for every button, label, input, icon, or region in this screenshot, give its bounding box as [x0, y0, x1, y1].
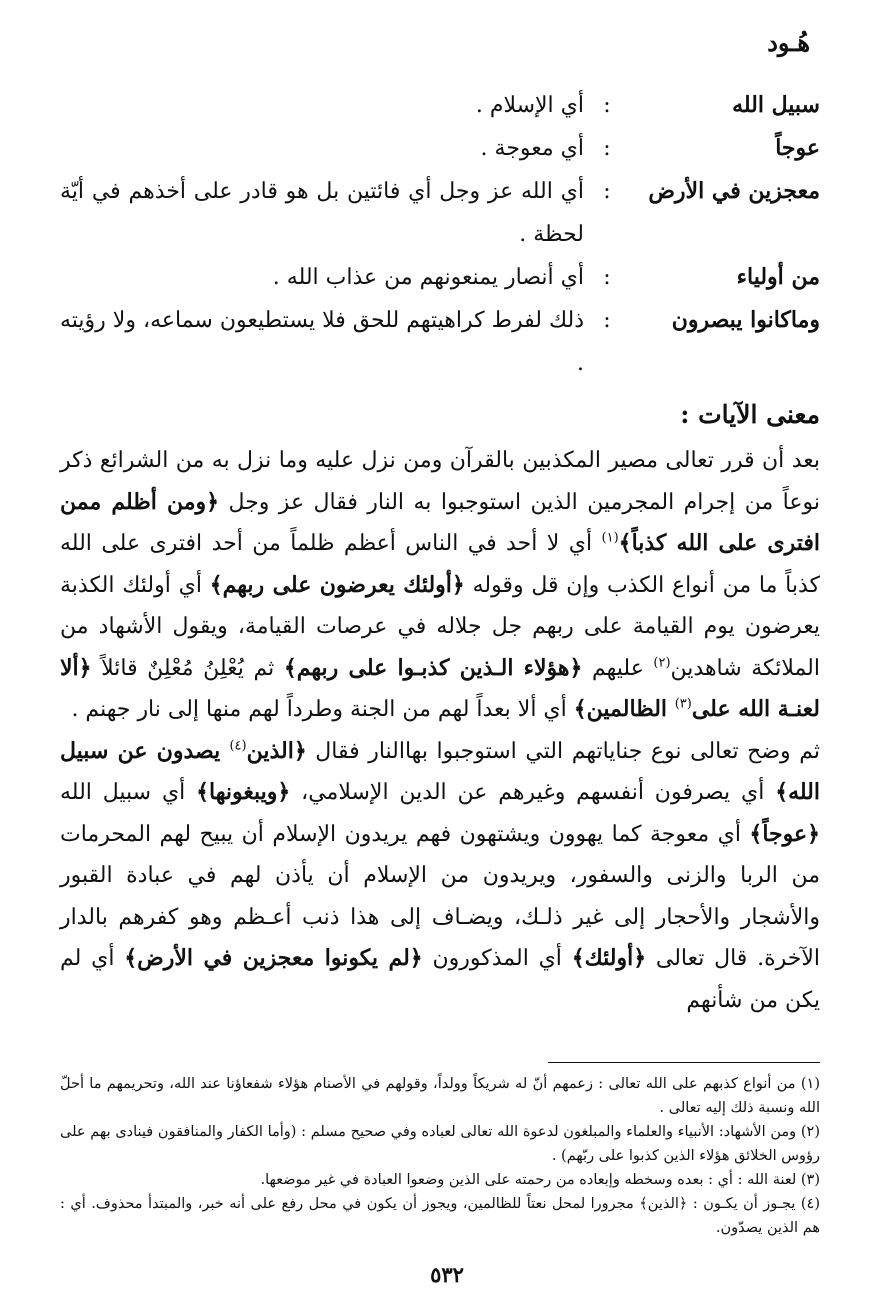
glossary-colon: : — [603, 136, 611, 161]
body-text-run: ثم وضح تعالى نوع جناياتهم التي استوجبوا بهاالنار فقال — [306, 738, 820, 764]
running-header: هُـود — [767, 28, 810, 57]
quran-quote: الظالمين﴾ — [573, 696, 675, 722]
page-number: ٥٣٢ — [430, 1262, 464, 1287]
glossary-row — [60, 127, 820, 170]
footnote: (٢) ومن الأشهاد: الأنبياء والعلماء والمبلغون لدعوة الله تعالى لعباده وفي صحيح مسلم : (وأما الكفار والمنافقون فينادى بهم على رؤوس الخلائق هؤلاء الذين كذبوا على ربّهم) . — [60, 1124, 820, 1164]
body-text-run: أي يصرفون أنفسهم وغيرهم عن الدين الإسلامي، — [290, 780, 776, 805]
glossary-definition: أي الإسلام . — [475, 93, 584, 118]
footnote-marker: (٤) — [229, 738, 247, 754]
glossary-definition: ذلك لفرط كراهيتهم للحق فلا يستطيعون سماعه، ولا رؤيته . — [60, 308, 584, 376]
quran-quote: ﴿أولئك يعرضون على ربهم﴾ — [209, 571, 465, 598]
quran-quote: ﴿هؤلاء الـذين كذبـوا على ربهم﴾ — [283, 654, 583, 681]
quran-quote: ﴿ألا لعنـة الله على — [60, 654, 820, 722]
body-text-run: أي معوجة كما يهوون ويشتهون فهم يريدون الإسلام أن يبيح لهم المحرمات من الربا والزنى والسفور، ويريدون من الإسلام أن يأذن لهم في عبادة القبور والأشجار والأحجار إلى غير ذلـك، ويضـاف إلى هذا ذنب أعـظم وهو كفرهم بالدار الآخرة. قال تعالى — [60, 821, 821, 971]
commentary-text — [60, 440, 820, 1021]
quran-quote: ﴿لم يكونوا معجزين في الأرض﴾ — [124, 945, 423, 971]
paragraph-1 — [60, 440, 820, 731]
glossary — [60, 84, 820, 385]
glossary-colon: : — [603, 179, 611, 204]
footnote: (٤) يجـوز أن يكـون : ﴿الذين﴾ مجرورا لمحل نعتاً للظالمين، ويجوز أن يكون في محل رفع على أنه خبر، والمبتدأ محذوف. أي : هم الذين يصدّون. — [60, 1196, 820, 1236]
glossary-term: من أولياء — [736, 264, 820, 290]
body-text-run: أي سبيل الله — [60, 780, 197, 805]
footnote-marker: (١) — [601, 530, 619, 546]
glossary-term: معجزين في الأرض — [648, 178, 820, 204]
body-text-run: أي لا أحد في الناس أعظم ظلماً من أحد افترى على الله كذباً ما من أنواع الكذب وإن قل وقوله — [60, 531, 820, 598]
section-title: معنى الآيات : — [680, 400, 820, 429]
body-text-run: أي أولئك الكذبة يعرضون يوم القيامة على ربهم جل جلاله في عرصات القيامة، ويقول الأشهاد من الملائكة شاهدين — [60, 572, 820, 681]
glossary-definition: أي الله عز وجل أي فائتين بل هو قادر على أخذهم في أيّة لحظة . — [60, 179, 584, 247]
glossary-row — [60, 256, 820, 299]
footnote-divider — [548, 1062, 820, 1063]
body-text-run: عليهم — [582, 655, 654, 681]
footnote-marker: (٢) — [653, 655, 671, 671]
quran-quote: ﴿ومن أظلم ممن افترى على الله كذباً﴾ — [60, 488, 821, 556]
glossary-colon: : — [603, 308, 611, 333]
body-text-run: أي لم يكن من شأنهم — [60, 946, 820, 1013]
glossary-definition: أي أنصار يمنعونهم من عذاب الله . — [272, 265, 584, 290]
glossary-row — [60, 170, 820, 256]
glossary-row — [60, 84, 820, 127]
quran-quote: ﴿ويبغونها﴾ — [196, 779, 291, 805]
quran-quote: ﴿أولئك﴾ — [571, 945, 647, 971]
glossary-term: وماكانوا يبصرون — [671, 307, 820, 333]
glossary-colon: : — [603, 93, 611, 118]
glossary-row — [60, 299, 820, 385]
paragraph-2 — [60, 731, 820, 1022]
quran-quote: يصدون عن سبيل الله﴾ — [60, 737, 820, 805]
footnote-marker: (٣) — [674, 696, 692, 712]
footnote: (٣) لعنة الله : أي : بعده وسخطه وإبعاده من رحمته على الذين وضعوا العبادة في غير موضعها. — [260, 1172, 820, 1188]
quran-quote: ﴿الذين — [246, 737, 307, 764]
glossary-colon: : — [603, 265, 611, 290]
footnotes — [60, 1072, 820, 1240]
quran-quote: ﴿عوجاً﴾ — [749, 820, 820, 847]
body-text-run: بعد أن قرر تعالى مصير المكذبين بالقرآن ومن نزل عليه وما نزل به من الشرائع ذكر نوعاً من إجرام المجرمين الذين استوجبوا به النار فقال عز وجل — [60, 448, 820, 515]
footnote: (١) من أنواع كذبهم على الله تعالى : زعمهم أنّ له شريكاً وولداً، وقولهم في الأصنام هؤلاء شفعاؤنا عند الله، وتحريمهم ما أحلّ الله ونسبة ذلك إليه تعالى . — [60, 1076, 820, 1116]
glossary-term: عوجاً — [775, 135, 820, 161]
body-text-run: أي المذكورون — [422, 946, 572, 971]
glossary-definition: أي معوجة . — [480, 136, 584, 161]
glossary-term: سبيل الله — [732, 92, 820, 118]
body-text-run: ثم يُعْلِنُ مُعْلِنٌ قائلاً — [91, 655, 284, 681]
body-text-run: أي ألا بعداً لهم من الجنة وطرداً لهم منها إلى نار جهنم . — [71, 697, 574, 722]
